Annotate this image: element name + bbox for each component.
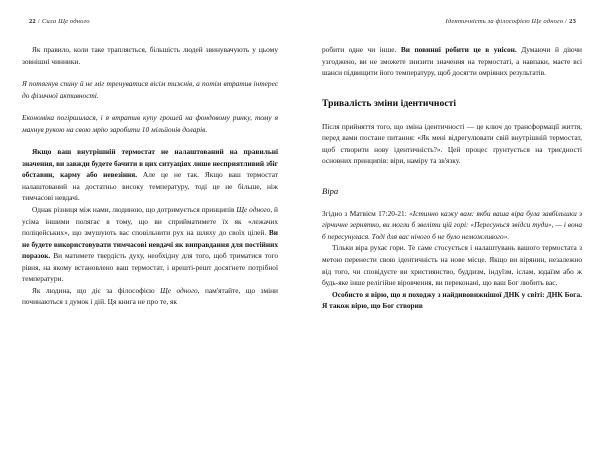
paragraph-faith-moves-mountains: Тільки віра рухає гори. Те саме стосується і налаштувань вашого термостата з метою перенести свою ідентичність на нове місце. Якщо ви вірянин, незалежно від того, чи сповідуєте ви християнство, буддизм, індуїзм, іслам, юдаїзм або ж будь-яке інше релігійне віровчення, ви переконані, що ваш Бог любить вас.	[322, 243, 582, 288]
page-right	[300, 0, 600, 457]
page-number-right: 23	[569, 18, 576, 25]
section-heading-duration: Тривалість зміни ідентичності	[322, 97, 457, 109]
matthew-quote-lead: Згідно з Матвієм 17:20-21:	[322, 208, 410, 218]
paragraph-difference-bold: Ви не будете використовувати тимчасові невдачі як виправдання для постійних поразок.	[22, 228, 278, 261]
paragraph-unison-seg3: Думаючи й діючи узгоджено, ви не зможете знизити значення на термостаті, а навпаки, маєте всі шанси підвищити його температуру, щоб досягти омріяних результатів.	[322, 45, 582, 78]
paragraph-difference-seg3: , й усіма іншими полягає в тому, що ви сприйматимете їх як «лежачих поліцейських», що змушують вас сповільнити рух на шляху до своїх цілей.	[22, 205, 278, 238]
quote-block-economy: Економіка погіршилася, і я втратив купу грошей на фондовому ринку, тому я махнув рукою на свою мрію заробити 10 мільйонів доларів.	[22, 113, 278, 134]
paragraph-difference-seg5: Ви матимете твердість духу, необхідну для того, щоб триматися того рівня, на якому встановлено ваш термостат, і врешті-решт досягнете потрібної температури.	[22, 251, 278, 284]
paragraph-unison-seg1: робити одне чи інше.	[322, 45, 401, 54]
page-number-left: 22	[29, 18, 36, 25]
paragraph-intro: Як правило, коли таке трапляється, більшість людей звинувачують у цьому зовнішні чинники.	[22, 45, 278, 66]
paragraph-remember	[22, 285, 278, 308]
paragraph-remember-seg1: Як людина, що діє за філософією	[32, 285, 161, 295]
paragraph-thermostat-bold: Якщо ваш внутрішній термостат не налаштований на правильні значення, ви завжди будете бачити в цих ситуаціях лише несприятливий збіг обставин, карму або невезіння.	[22, 147, 278, 180]
paragraph-unison	[322, 44, 582, 79]
paragraph-thermostat	[22, 146, 278, 204]
paragraph-after-section-heading: Після прийняття того, що зміна ідентичності — це ключ до трансформації життя, перед вами постане питання: «Як мені відрегулювати свій внутрішній термостат, щоб створити нову ідентичність?». Цей процес ґрунтується на триєдності основних принципів: віри, наміру та зв'язку.	[322, 121, 582, 166]
paragraph-difference	[22, 204, 278, 285]
runhead-separator-left: /	[37, 18, 40, 25]
paragraph-personal-belief	[322, 289, 582, 312]
paragraph-unison-bold: Ви повинні робити це в унісон.	[400, 45, 517, 54]
running-head-left	[22, 18, 278, 30]
left-column-body	[22, 44, 278, 308]
paragraph-remember-title-italic: Ще одного	[160, 285, 198, 295]
runhead-title-right: Ідентичність за філософією Ще одного	[445, 18, 564, 25]
paragraph-difference-seg1: Однак різниця між нами, людиною, що дотримується принципів	[32, 205, 237, 215]
subsection-heading-faith: Віра	[322, 185, 339, 196]
running-head-right	[322, 18, 582, 30]
paragraph-thermostat-rest: Але це не так. Якщо ваш термостат налаштований на достатньо високу температуру, тоді це не більше, ніж тимчасові невдачі.	[22, 170, 278, 203]
paragraph-personal-belief-bold: Особисто я вірю, що я походжу з найдивовижнішої ДНК у світі: ДНК Бога. Я також вірю, що Бог створив	[322, 289, 582, 311]
runhead-title-left: Сила Ще одного	[41, 18, 90, 25]
quote-block-training: Я потягнув спину й не міг тренуватися вісім тижнів, а потім втратив інтерес до фізичної активності.	[22, 79, 278, 100]
paragraph-remember-seg3: , пам'ятайте, що зміни починаються з думок і дій. Ця книга не про те, як	[22, 285, 278, 307]
runhead-separator-right: /	[565, 18, 568, 25]
right-column-body	[322, 44, 582, 312]
paragraph-matthew-quote	[322, 208, 582, 243]
matthew-quote-text: «Істинно кажу вам: якби ваша віра була завбільшки з гірчичне зернятко, ви могли б звеліти цій горі: «Пересунься звідси туди», — і вона б пересунулася. Тоді для вас нічого б не було неможливого».	[322, 208, 582, 241]
paragraph-difference-title-italic: Ще одного	[236, 205, 271, 215]
